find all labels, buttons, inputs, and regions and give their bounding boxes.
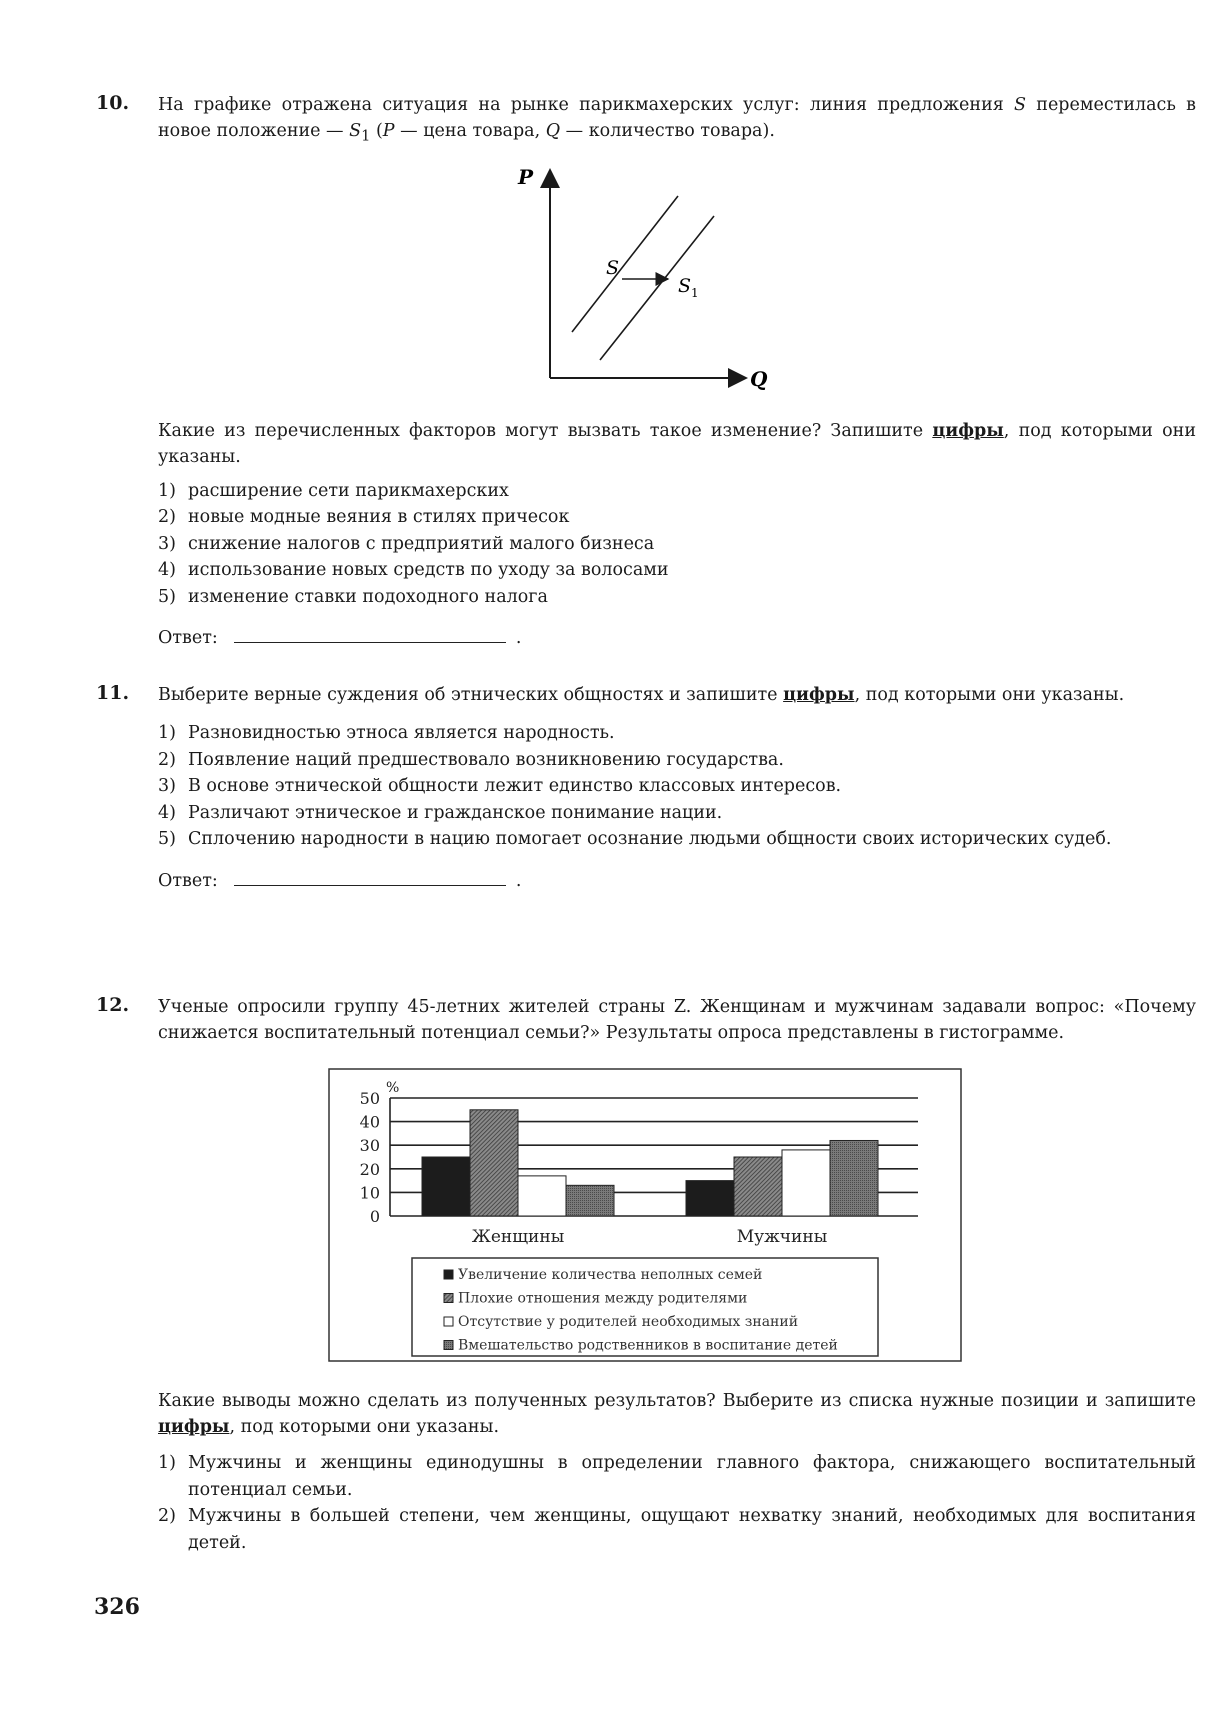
y-tick-label: 0: [369, 1207, 380, 1226]
category-label: Мужчины: [736, 1227, 828, 1247]
task-intro: На графике отражена ситуация на рынке парикмахерских услуг: линия предложения S переместилась в новое положение — $S_1$ (P — цена товара, Q — количество товара).: [158, 95, 1196, 145]
bar: [518, 1176, 566, 1216]
y-tick-label: 30: [359, 1136, 380, 1156]
option-text: Сплочению народности в нацию помогает осознание людьми общности своих исторических судеб.: [188, 829, 1112, 849]
task-intro: Ученые опросили группу 45-летних жителей страны Z. Женщинам и мужчинам задавали вопрос: «Почему снижается воспитательный потенциал семьи?» Результаты опроса представлены в гистограмме.: [158, 997, 1196, 1043]
task-question: Какие выводы можно сделать из полученных результатов? Выберите из списка нужные позиции и запишите цифры, под которыми они указаны.: [158, 1391, 1196, 1437]
task-10: [96, 92, 1196, 651]
option-number: 4): [158, 560, 176, 580]
option-item: [158, 800, 1196, 827]
answer-label: Ответ:: [158, 870, 218, 891]
survey-histogram: [328, 1068, 962, 1362]
option-item: [158, 1503, 1196, 1556]
option-text: Мужчины и женщины единодушны в определении главного фактора, снижающего воспитательный потенциал семьи.: [188, 1453, 1196, 1500]
y-tick-label: 50: [359, 1089, 380, 1108]
bar: [830, 1140, 878, 1216]
option-item: [158, 584, 1196, 611]
y-tick-label: 20: [359, 1159, 380, 1179]
option-text: снижение налогов с предприятий малого бизнеса: [188, 533, 655, 554]
y-tick-label: 40: [359, 1112, 380, 1132]
supply-shift-graph: [508, 164, 828, 394]
y-tick-label: 10: [359, 1183, 380, 1203]
option-item: [158, 1450, 1196, 1503]
task-11: [96, 682, 1196, 894]
answer-label: Ответ:: [158, 628, 218, 648]
answer-row: Ответ: .: [158, 624, 1196, 651]
option-list: [158, 720, 1196, 853]
task-body: [158, 682, 1196, 894]
option-number: 4): [158, 802, 176, 823]
option-number: 2): [158, 1506, 176, 1526]
option-text: изменение ставки подоходного налога: [188, 586, 548, 607]
option-text: Различают этническое и гражданское понимание нации.: [188, 802, 723, 823]
curve-s1-label: $S_1$: [678, 274, 699, 300]
option-text: Появление наций предшествовало возникновению государства.: [188, 749, 784, 770]
task-question: Какие из перечисленных факторов могут вызвать такое изменение? Запишите цифры, под которыми они указаны.: [158, 420, 1196, 467]
task-number: 12.: [96, 994, 130, 1016]
bar: [686, 1181, 734, 1216]
option-number: 1): [158, 723, 176, 743]
answer-field[interactable]: [234, 867, 506, 886]
task-body: [158, 92, 1196, 651]
legend-label: Увеличение количества неполных семей: [458, 1267, 763, 1283]
task-12: [96, 994, 1196, 1556]
option-item: [158, 747, 1196, 774]
category-label: Женщины: [471, 1227, 565, 1247]
legend-swatch: [444, 1317, 453, 1326]
bar: [566, 1185, 614, 1216]
option-item: [158, 773, 1196, 800]
option-text: использование новых средств по уходу за волосами: [188, 560, 669, 580]
answer-row: Ответ: .: [158, 867, 1196, 894]
option-item: [158, 557, 1196, 584]
option-item: [158, 531, 1196, 558]
option-number: 5): [158, 829, 176, 849]
option-number: 2): [158, 507, 176, 527]
option-item: [158, 720, 1196, 747]
option-text: расширение сети парикмахерских: [188, 480, 509, 501]
option-text: В основе этнической общности лежит единство классовых интересов.: [188, 776, 842, 796]
legend-swatch: [444, 1270, 453, 1279]
bar: [422, 1157, 470, 1216]
axis-y-label: P: [518, 164, 534, 189]
bar: [470, 1110, 518, 1216]
option-item: [158, 478, 1196, 505]
answer-field[interactable]: [234, 624, 506, 643]
option-item: [158, 504, 1196, 531]
option-number: 5): [158, 586, 176, 607]
option-list: [158, 1450, 1196, 1556]
option-item: [158, 826, 1196, 853]
legend-swatch: [444, 1294, 453, 1303]
bar: [782, 1150, 830, 1216]
option-number: 1): [158, 480, 176, 501]
bar: [734, 1157, 782, 1216]
curve-s-label: S: [606, 256, 620, 279]
option-list: [158, 478, 1196, 611]
option-text: новые модные веяния в стилях причесок: [188, 507, 570, 527]
task-number: 11.: [96, 682, 130, 704]
task-number: 10.: [96, 92, 130, 114]
legend-label: Вмешательство родственников в воспитание детей: [458, 1337, 838, 1354]
option-number: 1): [158, 1453, 176, 1473]
task-intro: Выберите верные суждения об этнических общностях и запишите цифры, под которыми они указаны.: [158, 685, 1125, 705]
supply-line-s: [572, 196, 678, 332]
task-body: [158, 994, 1196, 1556]
legend-swatch: [444, 1341, 453, 1350]
option-number: 2): [158, 749, 176, 770]
page-number: 326: [94, 1594, 140, 1620]
axis-x-label: Q: [750, 366, 768, 391]
option-text: Мужчины в большей степени, чем женщины, ощущают нехватку знаний, необходимых для воспитания детей.: [188, 1506, 1196, 1553]
legend-label: Плохие отношения между родителями: [458, 1290, 748, 1307]
option-number: 3): [158, 776, 176, 796]
option-text: Разновидностью этноса является народность.: [188, 723, 615, 743]
legend-label: Отсутствие у родителей необходимых знаний: [458, 1314, 799, 1330]
option-number: 3): [158, 533, 176, 554]
y-axis-label: %: [386, 1080, 400, 1096]
